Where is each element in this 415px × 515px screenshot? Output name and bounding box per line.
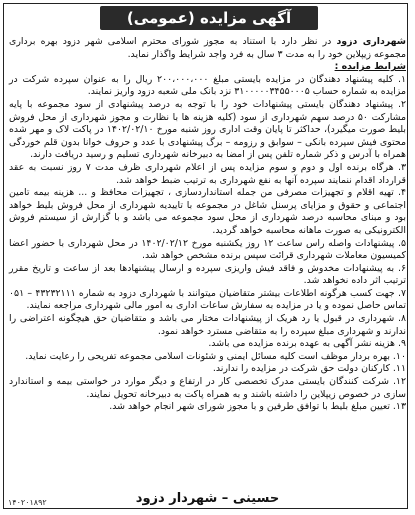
condition-item-10: ۱۰. بهره بردار موظف است کلیه مسائل ایمنی و شئونات اسلامی مجموعه تفریحی را رعایت نماید. xyxy=(25,350,406,362)
condition-item-9: ۹. هزینه نشر آگهی به عهده برنده مزایده می باشد. xyxy=(208,338,406,350)
ad-body xyxy=(9,36,406,414)
condition-item-11: ۱۱. کارکنان دولت حق شرکت در مزایده را ندارند. xyxy=(212,363,406,375)
ad-code: ۱۴۰۲۰۱۸۹۲ xyxy=(8,498,47,507)
condition-item-1: ۱. کلیه پیشنهاد دهندگان در مزایده بایستی مبلغ ۲۰۰،۰۰۰،۰۰۰ ریال را به عنوان سپرده شرکت در مزایده به شماره حساب ۳۱۰۰۰۰۰۳۴۵۵۰۰۰۵ نزد بانک ملی شعبه دزود واریز نمایند. xyxy=(9,73,406,98)
intro-text: در نظر دارد با استناد به مجوز شورای محترم اسلامی شهر دزود بهره برداری مجموعه زیپلاین خود را به مدت ۳ سال به فرد واجد شرایط واگذار نماید. xyxy=(9,36,406,60)
ad-title xyxy=(100,6,318,30)
condition-item-5: ۵. پیشنهادات واصله راس ساعت ۱۲ روز یکشنبه مورخ ۱۴۰۲/۰۲/۱۲ در محل شهرداری با حضور اعضا کمیسیون معاملات شهرداری قرائت سپس برنده مشخص خواهد شد. xyxy=(9,237,407,262)
condition-item-4: ۴. تهیه اقلام و تجهیزات مصرفی من جمله استانداردسازی ، تجهیزات محافظ و ... هزینه بیمه تامین اجتماعی و حقوق و مزایای پرسنل شاغل در مجموعه با تاییدیه شهرداری از محل فروش بلیط خواهد بود و مبنای محاسبه درصد شهرداری از محل سود مجموعه می باشد و با گزارش از سیستم فروش الکترونیکی به صورت ماهانه محاسبه خواهد گردید. xyxy=(9,187,406,236)
condition-item-7: ۷. جهت کسب هرگونه اطلاعات بیشتر متقاضیان میتوانند با شهرداری دزود به شماره ۴۳۲۳۲۱۱۱ – ۰۵۱ تماس حاصل نموده و یا در مزایده به سفارش ساعات اداری به امور مالی شهرداری مراجعه نمایند. xyxy=(9,287,406,312)
intro-paragraph xyxy=(9,36,406,61)
conditions-heading: شرایط مزایده : xyxy=(334,61,406,73)
condition-item-3: ۳. هرگاه برنده اول و دوم و سوم مزایده پس از اعلام شهرداری ظرف مدت ۷ روز نسبت به عقد قرارداد اقدام ننمایند سپرده آنها به نفع شهرداری به ترتیب ضبط خواهد شد. xyxy=(9,161,406,186)
signature: حسینی – شهردار دزود xyxy=(135,491,280,506)
condition-item-13: ۱۳. تعیین مبلغ بلیط با توافق طرفین و با مجوز شورای شهر انجام خواهد شد. xyxy=(109,401,406,413)
condition-item-12: ۱۲. شرکت کنندگان بایستی مدرک تخصصی کار در ارتفاع و دیگر موارد در خواستی بیمه و استاندارد سازی در خصوص زیپلاین را داشته باشند و به همراه پاکت به دبیرخانه تحویل نمایند. xyxy=(9,376,406,400)
condition-item-6: ۶. به پیشنهادات مخدوش و فاقد فیش واریزی سپرده و ارسال پیشنهادها بعد از ساعت و تاریخ مقرر ترتیب اثر داده نخواهد شد. xyxy=(9,262,406,287)
ad-title-text: آگهی مزایده (عمومی) xyxy=(126,9,292,27)
intro-org-name: شهرداری دزود xyxy=(336,36,406,47)
condition-item-2: ۲. پیشنهاد دهندگان بایستی پیشنهادات خود را با توجه به درصد پیشنهادی از سود مجموعه با پایه مشارکت ۵۰ درصد سهم شهرداری از سود (کلیه هزینه ها با نظارت و مجوز شهرداری از محل فروش بلیط صورت میگیرد)، حداکثر تا پایان وقت اداری روز شنبه مورخ ۱۴۰۲/۰۲/۱۰ در پاکت لاک و مهر شده محتوی فیش سپرده بانکی – سوابق و رزومه – برگ پیشنهادی با عدد و حروف خوانا بدون قلم خوردگی همراه با آدرس و ذکر شماره تلفن پس از امضا به دبیرخانه شهرداری تسلیم و رسید دریافت دارند. xyxy=(9,98,407,161)
condition-item-8: ۸. شهرداری در قبول یا رد هریک از پیشنهادات مختار می باشد و متقاضیان حق هیچگونه اعتراضی را ندارند و شهرداری مبلغ سپرده را به متقاضی مسترد خواهد نمود. xyxy=(9,313,406,337)
